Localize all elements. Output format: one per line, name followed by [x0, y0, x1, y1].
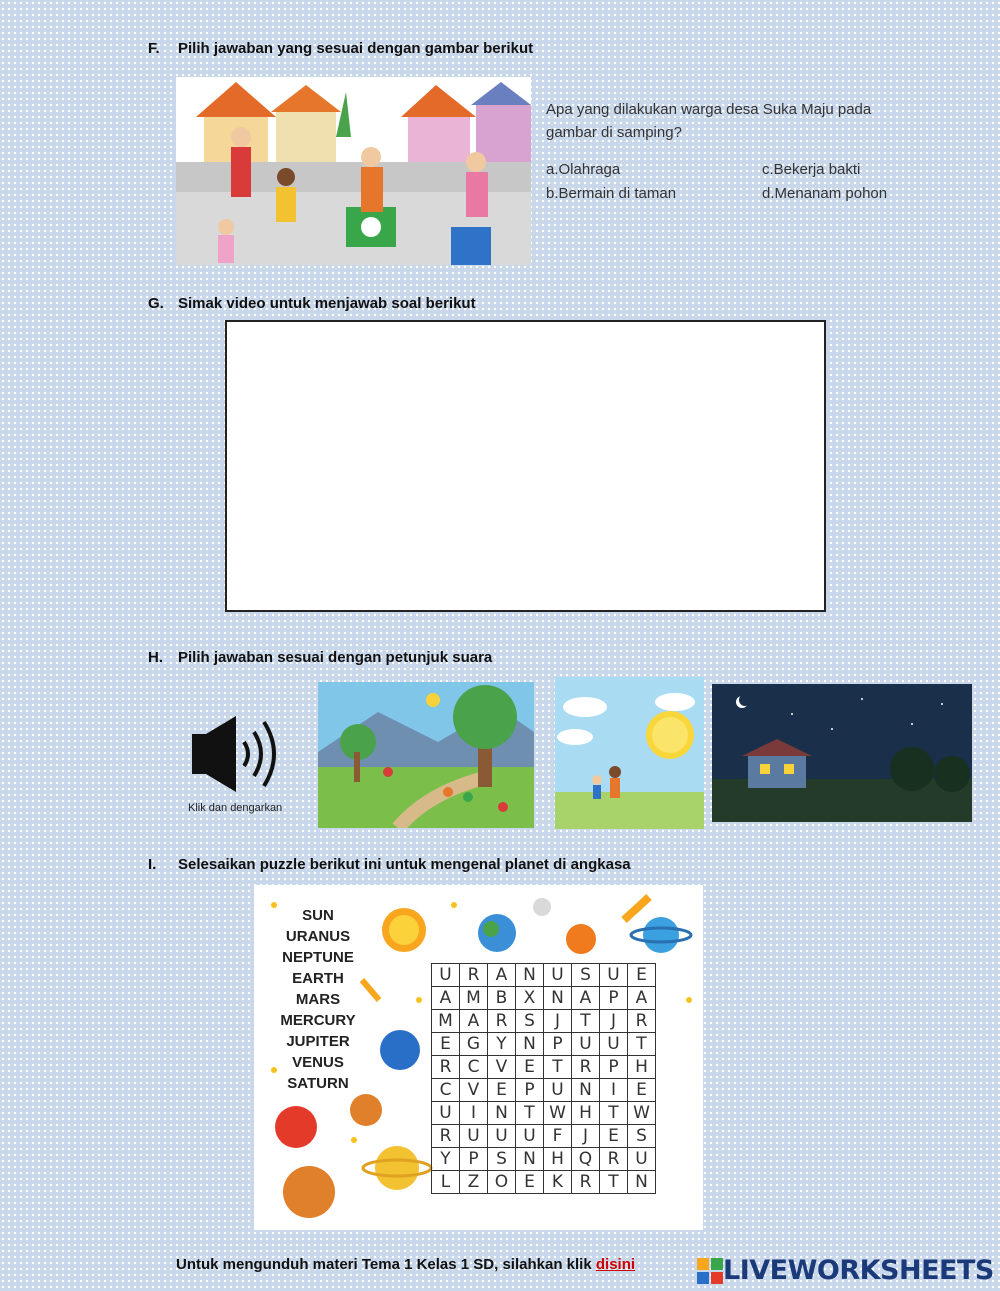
grid-cell[interactable]: B	[488, 987, 516, 1010]
grid-row	[432, 1171, 656, 1194]
sunny-day-image[interactable]	[555, 677, 704, 829]
grid-cell[interactable]: K	[544, 1171, 572, 1194]
grid-row	[432, 1033, 656, 1056]
grid-cell[interactable]: U	[544, 964, 572, 987]
word-uranus: URANUS	[285, 928, 351, 945]
grid-cell[interactable]: S	[572, 964, 600, 987]
word-neptune: NEPTUNE	[282, 949, 354, 966]
grid-cell[interactable]: S	[488, 1148, 516, 1171]
grid-row	[432, 1010, 656, 1033]
grid-cell[interactable]: T	[600, 1171, 628, 1194]
grid-cell[interactable]: R	[488, 1010, 516, 1033]
grid-cell[interactable]: U	[628, 1148, 656, 1171]
grid-cell[interactable]: U	[488, 1125, 516, 1148]
grid-cell[interactable]: L	[432, 1171, 460, 1194]
grid-cell[interactable]: P	[460, 1148, 488, 1171]
grid-cell[interactable]: M	[432, 1010, 460, 1033]
grid-cell[interactable]: E	[600, 1125, 628, 1148]
grid-cell[interactable]: H	[628, 1056, 656, 1079]
grid-cell[interactable]: U	[600, 1033, 628, 1056]
grid-cell[interactable]: H	[572, 1102, 600, 1125]
grid-cell[interactable]: H	[544, 1148, 572, 1171]
grid-cell[interactable]: U	[600, 964, 628, 987]
liveworksheets-logo	[697, 1255, 994, 1286]
grid-cell[interactable]: N	[516, 964, 544, 987]
grid-cell[interactable]: T	[628, 1033, 656, 1056]
grid-row	[432, 1148, 656, 1171]
video-player[interactable]	[225, 320, 826, 612]
grid-cell[interactable]: R	[572, 1056, 600, 1079]
grid-row	[432, 964, 656, 987]
grid-cell[interactable]: Y	[432, 1148, 460, 1171]
liveworksheets-logo-icon	[697, 1258, 723, 1284]
grid-cell[interactable]: C	[432, 1079, 460, 1102]
grid-cell[interactable]: J	[544, 1010, 572, 1033]
grid-cell[interactable]: U	[544, 1079, 572, 1102]
grid-cell[interactable]: J	[600, 1010, 628, 1033]
grid-cell[interactable]: Q	[572, 1148, 600, 1171]
word-venus: VENUS	[292, 1054, 344, 1071]
grid-cell[interactable]: U	[460, 1125, 488, 1148]
word-mercury: MERCURY	[280, 1012, 356, 1029]
grid-cell[interactable]: C	[460, 1056, 488, 1079]
question-f-text: Apa yang dilakukan warga desa Suka Maju pada gambar di samping?	[546, 101, 872, 141]
grid-cell[interactable]: R	[460, 964, 488, 987]
grid-cell[interactable]: F	[544, 1125, 572, 1148]
grid-cell[interactable]: R	[600, 1148, 628, 1171]
grid-cell[interactable]: W	[544, 1102, 572, 1125]
grid-cell[interactable]: N	[516, 1148, 544, 1171]
grid-row	[432, 1056, 656, 1079]
grid-cell[interactable]: I	[460, 1102, 488, 1125]
grid-cell[interactable]: O	[488, 1171, 516, 1194]
grid-cell[interactable]: Z	[460, 1171, 488, 1194]
option-a[interactable]: a.Olahraga	[546, 161, 621, 178]
grid-cell[interactable]: A	[460, 1010, 488, 1033]
grid-cell[interactable]: G	[460, 1033, 488, 1056]
grid-cell[interactable]: N	[488, 1102, 516, 1125]
grid-row	[432, 987, 656, 1010]
grid-cell[interactable]: T	[600, 1102, 628, 1125]
planet-word-search	[254, 885, 703, 1230]
grid-cell[interactable]: E	[432, 1033, 460, 1056]
night-house-image[interactable]	[712, 684, 972, 822]
grid-cell[interactable]: V	[460, 1079, 488, 1102]
section-g-heading: G. Simak video untuk menjawab soal berikut	[148, 295, 476, 312]
grid-cell[interactable]: U	[572, 1033, 600, 1056]
grid-cell[interactable]: S	[628, 1125, 656, 1148]
option-d[interactable]: d.Menanam pohon	[762, 185, 888, 202]
word-earth: EARTH	[292, 970, 344, 987]
grid-cell[interactable]: X	[516, 987, 544, 1010]
grid-cell[interactable]: R	[572, 1171, 600, 1194]
grid-cell[interactable]: N	[544, 987, 572, 1010]
logo-text: LIVEWORKSHEETS	[723, 1255, 994, 1286]
audio-caption: Klik dan dengarkan	[188, 802, 283, 814]
footer-text: Untuk mengunduh materi Tema 1 Kelas 1 SD, silahkan klik disini	[176, 1256, 636, 1273]
grid-row	[432, 1102, 656, 1125]
grid-cell[interactable]: E	[488, 1079, 516, 1102]
grid-cell[interactable]: Y	[488, 1033, 516, 1056]
grid-cell[interactable]: A	[488, 964, 516, 987]
section-f-heading: F. Pilih jawaban yang sesuai dengan gambar berikut	[148, 40, 534, 57]
word-mars: MARS	[295, 991, 341, 1008]
grid-cell[interactable]: P	[544, 1033, 572, 1056]
word-jupiter: JUPITER	[286, 1033, 350, 1050]
grid-cell[interactable]: J	[572, 1125, 600, 1148]
grid-cell[interactable]: N	[628, 1171, 656, 1194]
grid-cell[interactable]: A	[432, 987, 460, 1010]
grid-cell[interactable]: N	[516, 1033, 544, 1056]
option-b[interactable]: b.Bermain di taman	[546, 185, 677, 202]
grid-cell[interactable]: T	[572, 1010, 600, 1033]
morning-park-image[interactable]	[318, 682, 534, 828]
grid-cell[interactable]: E	[628, 1079, 656, 1102]
letter-grid[interactable]	[431, 963, 656, 1194]
grid-cell[interactable]: S	[516, 1010, 544, 1033]
community-work-illustration	[176, 77, 531, 265]
grid-cell[interactable]: P	[600, 1056, 628, 1079]
grid-cell[interactable]: T	[516, 1102, 544, 1125]
download-link[interactable]: disini	[595, 1256, 636, 1273]
grid-cell[interactable]: E	[628, 964, 656, 987]
section-i-heading: I. Selesaikan puzzle berikut ini untuk mengenal planet di angkasa	[148, 856, 631, 873]
grid-cell[interactable]: R	[628, 1010, 656, 1033]
grid-cell[interactable]: P	[600, 987, 628, 1010]
planet-word-list	[276, 905, 360, 1094]
grid-cell[interactable]: E	[516, 1171, 544, 1194]
grid-cell[interactable]: A	[628, 987, 656, 1010]
grid-cell[interactable]: W	[628, 1102, 656, 1125]
option-c[interactable]: c.Bekerja bakti	[762, 161, 861, 178]
word-sun: SUN	[302, 907, 334, 924]
grid-cell[interactable]: I	[600, 1079, 628, 1102]
word-saturn: SATURN	[287, 1075, 349, 1092]
grid-cell[interactable]: R	[432, 1056, 460, 1079]
grid-cell[interactable]: U	[516, 1125, 544, 1148]
grid-cell[interactable]: E	[516, 1056, 544, 1079]
grid-row	[432, 1079, 656, 1102]
grid-cell[interactable]: V	[488, 1056, 516, 1079]
grid-cell[interactable]: U	[432, 964, 460, 987]
grid-cell[interactable]: N	[572, 1079, 600, 1102]
grid-cell[interactable]: P	[516, 1079, 544, 1102]
grid-row	[432, 1125, 656, 1148]
speaker-icon[interactable]	[188, 712, 288, 802]
grid-cell[interactable]: U	[432, 1102, 460, 1125]
grid-cell[interactable]: A	[572, 987, 600, 1010]
grid-cell[interactable]: M	[460, 987, 488, 1010]
grid-cell[interactable]: R	[432, 1125, 460, 1148]
grid-cell[interactable]: T	[544, 1056, 572, 1079]
section-h-heading: H. Pilih jawaban sesuai dengan petunjuk suara	[148, 649, 493, 666]
